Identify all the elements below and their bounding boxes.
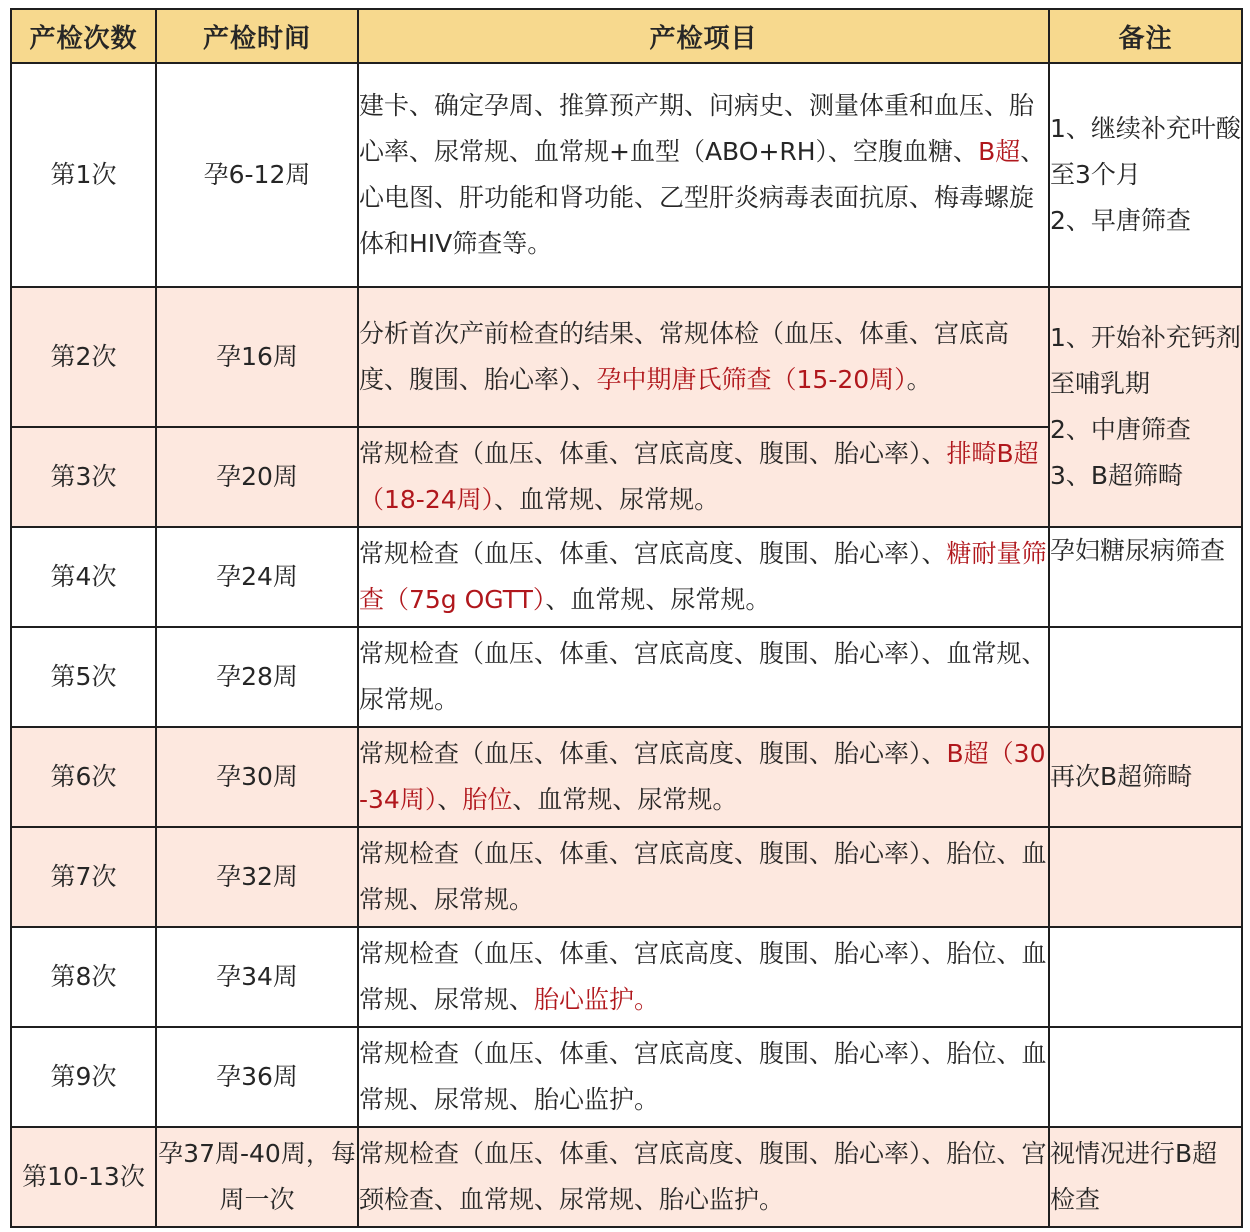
visit-time: 孕16周 [156, 287, 358, 427]
item-text: 常规检查（血压、体重、宫底高度、腹围、胎心率）、 [359, 439, 947, 468]
header-notes: 备注 [1049, 9, 1242, 63]
item-text: 常规检查（血压、体重、宫底高度、腹围、胎心率）、胎位、血常规、尿常规、 [359, 939, 1047, 1014]
table-row [11, 627, 1242, 727]
item-text: 常规检查（血压、体重、宫底高度、腹围、胎心率）、 [359, 739, 947, 768]
highlighted-item-text: 胎位 [462, 785, 513, 814]
table-row [11, 527, 1242, 627]
checkup-items [358, 627, 1049, 727]
item-text: 常规检查（血压、体重、宫底高度、腹围、胎心率）、胎位、宫颈检查、血常规、尿常规、胎心监护。 [359, 1139, 1047, 1214]
note-line: 再次B超筛畸 [1050, 762, 1193, 791]
note-line: 1、继续补充叶酸至3个月 [1050, 114, 1241, 189]
highlighted-item-text: 胎心监护。 [534, 985, 660, 1014]
item-text: 常规检查（血压、体重、宫底高度、腹围、胎心率）、血常规、尿常规。 [359, 639, 1047, 714]
checkup-items [358, 527, 1049, 627]
visit-number: 第10-13次 [11, 1127, 156, 1227]
highlighted-item-text: 糖耐量筛查（75g OGTT） [359, 539, 1047, 614]
item-text: 常规检查（血压、体重、宫底高度、腹围、胎心率）、胎位、血常规、尿常规、胎心监护。 [359, 1039, 1047, 1114]
visit-time: 孕36周 [156, 1027, 358, 1127]
visit-time: 孕28周 [156, 627, 358, 727]
visit-time: 孕34周 [156, 927, 358, 1027]
table-row [11, 727, 1242, 827]
note-line: 1、开始补充钙剂至哺乳期 [1050, 323, 1241, 398]
visit-time: 孕20周 [156, 427, 358, 527]
item-text: 。 [906, 365, 932, 394]
table-row [11, 1027, 1242, 1127]
header-visit-time: 产检时间 [156, 9, 358, 63]
item-text: 、血常规、尿常规。 [494, 485, 720, 514]
checkup-items [358, 427, 1049, 527]
visit-time: 孕6-12周 [156, 63, 358, 287]
header-visit-number: 产检次数 [11, 9, 156, 63]
visit-note [1049, 527, 1242, 627]
table-row [11, 63, 1242, 287]
visit-time: 孕32周 [156, 827, 358, 927]
highlighted-item-text: B超 [978, 137, 1021, 166]
visit-time: 孕37周-40周，每周一次 [156, 1127, 358, 1227]
table-header-row [11, 9, 1242, 63]
header-checkup-items: 产检项目 [358, 9, 1049, 63]
visit-note [1049, 1127, 1242, 1227]
visit-number: 第6次 [11, 727, 156, 827]
item-text: 、血常规、尿常规。 [512, 785, 738, 814]
table-row [11, 287, 1242, 427]
visit-note [1049, 1027, 1242, 1127]
note-line: 视情况进行B超检查 [1050, 1139, 1218, 1214]
item-text: 、血常规、尿常规。 [545, 585, 771, 614]
checkup-items [358, 727, 1049, 827]
checkup-items [358, 827, 1049, 927]
checkup-items [358, 287, 1049, 427]
table-row [11, 827, 1242, 927]
visit-note [1049, 627, 1242, 727]
item-text: 、 [437, 785, 463, 814]
checkup-items [358, 927, 1049, 1027]
item-text: 常规检查（血压、体重、宫底高度、腹围、胎心率）、 [359, 539, 947, 568]
visit-note [1049, 827, 1242, 927]
visit-number: 第3次 [11, 427, 156, 527]
note-line: 2、早唐筛查 [1050, 206, 1191, 235]
visit-note [1049, 727, 1242, 827]
visit-number: 第7次 [11, 827, 156, 927]
visit-number: 第5次 [11, 627, 156, 727]
note-line: 孕妇糖尿病筛查 [1050, 536, 1226, 565]
table-row [11, 927, 1242, 1027]
note-line: 2、中唐筛查 [1050, 415, 1191, 444]
visit-note [1049, 287, 1242, 527]
note-line: 3、B超筛畸 [1050, 461, 1184, 490]
visit-number: 第4次 [11, 527, 156, 627]
visit-time: 孕24周 [156, 527, 358, 627]
visit-number: 第1次 [11, 63, 156, 287]
table-row [11, 1127, 1242, 1227]
prenatal-checkup-table [10, 8, 1243, 1228]
item-text: 、心电图、肝功能和肾功能、乙型肝炎病毒表面抗原、梅毒螺旋体和HIV筛查等。 [359, 137, 1046, 258]
visit-note [1049, 927, 1242, 1027]
item-text: 分析首次产前检查的结果、常规体检（血压、体重、宫底高度、腹围、胎心率）、 [359, 319, 1010, 394]
checkup-items [358, 1027, 1049, 1127]
visit-number: 第2次 [11, 287, 156, 427]
checkup-items [358, 63, 1049, 287]
item-text: 建卡、确定孕周、推算预产期、问病史、测量体重和血压、胎心率、尿常规、血常规+血型（ABO+RH）、空腹血糖、 [359, 91, 1035, 166]
visit-time: 孕30周 [156, 727, 358, 827]
item-text: 常规检查（血压、体重、宫底高度、腹围、胎心率）、胎位、血常规、尿常规。 [359, 839, 1047, 914]
visit-number: 第8次 [11, 927, 156, 1027]
highlighted-item-text: 孕中期唐氏筛查（15-20周） [596, 365, 907, 394]
highlighted-item-text: 排畸B超（18-24周） [359, 439, 1039, 514]
visit-note [1049, 63, 1242, 287]
visit-number: 第9次 [11, 1027, 156, 1127]
checkup-items [358, 1127, 1049, 1227]
highlighted-item-text: B超（30-34周） [359, 739, 1046, 814]
